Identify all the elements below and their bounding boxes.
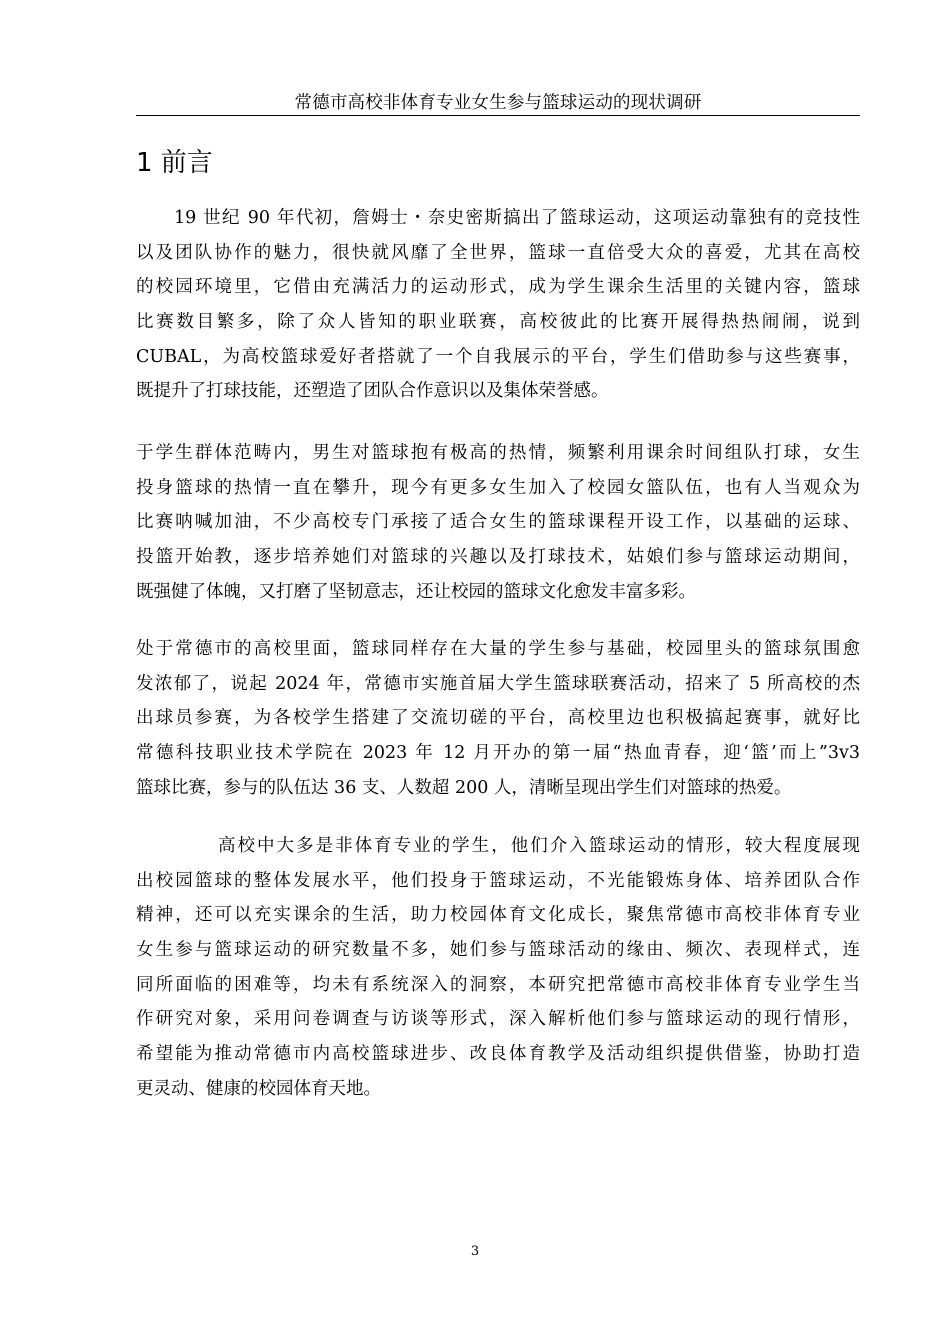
paragraph-line: 篮球比赛，参与的队伍达 36 支、人数超 200 人，清晰呈现出学生们对篮球的热爱。	[136, 777, 792, 798]
paragraph-line: 希望能为推动常德市内高校篮球进步、改良体育教学及活动组织提供借鉴，协助打造	[136, 1044, 860, 1065]
paragraph-line: 出球员参赛，为各校学生搭建了交流切磋的平台，高校里边也积极搞起赛事，就好比	[136, 708, 860, 729]
paragraph-line: 高校中大多是非体育专业的学生，他们介入篮球运动的情形，较大程度展现	[218, 836, 860, 856]
paragraph-line: 比赛数目繁多，除了众人皆知的职业联赛，高校彼此的比赛开展得热热闹闹，说到	[136, 312, 860, 333]
paragraph-2	[136, 436, 860, 609]
section-heading: 1 前言	[136, 148, 213, 178]
paragraph-line: CUBAL，为高校篮球爱好者搭就了一个自我展示的平台，学生们借助参与这些赛事，	[136, 346, 860, 367]
paragraph-line: 投身篮球的热情一直在攀升，现今有更多女生加入了校园女篮队伍，也有人当观众为	[136, 477, 860, 498]
running-header-title: 常德市高校非体育专业女生参与篮球运动的现状调研	[294, 93, 702, 113]
paragraph-line: 发浓郁了，说起 2024 年，常德市实施首届大学生篮球联赛活动，招来了 5 所高校的杰	[136, 673, 860, 694]
paragraph-line: 的校园环境里，它借由充满活力的运动形式，成为学生课余生活里的关键内容，篮球	[136, 277, 860, 298]
paragraph-line: 于学生群体范畴内，男生对篮球抱有极高的热情，频繁利用课余时间组队打球，女生	[136, 443, 860, 463]
paragraph-line: 既强健了体魄，又打磨了坚韧意志，还让校园的篮球文化愈发丰富多彩。	[136, 581, 696, 602]
paragraph-1	[136, 201, 860, 409]
paragraph-line: 以及团队协作的魅力，很快就风靡了全世界，篮球一直倍受大众的喜爱，尤其在高校	[136, 242, 860, 263]
paragraph-line: 比赛呐喊加油，不少高校专门承接了适合女生的篮球课程开设工作，以基础的运球、	[136, 512, 860, 533]
paragraph-line: 同所面临的困难等，均未有系统深入的洞察，本研究把常德市高校非体育专业学生当	[136, 974, 860, 995]
header-rule	[136, 115, 860, 116]
page-number: 3	[470, 1244, 480, 1259]
paragraph-line: 既提升了打球技能，还塑造了团队合作意识以及集体荣誉感。	[136, 381, 609, 402]
paragraph-line: 处于常德市的高校里面，篮球同样存在大量的学生参与基础，校园里头的篮球氛围愈	[136, 639, 860, 659]
paragraph-line: 精神，还可以充实课余的生活，助力校园体育文化成长，聚焦常德市高校非体育专业	[136, 905, 860, 926]
paragraph-line: 更灵动、健康的校园体育天地。	[136, 1078, 381, 1099]
paragraph-4	[136, 829, 860, 1107]
paragraph-line: 19 世纪 90 年代初，詹姆士・奈史密斯搞出了篮球运动，这项运动靠独有的竞技性	[174, 208, 860, 228]
paragraph-line: 女生参与篮球运动的研究数量不多，她们参与篮球活动的缘由、频次、表现样式，连	[136, 940, 860, 961]
paragraph-line: 投篮开始教，逐步培养她们对篮球的兴趣以及打球技术，姑娘们参与篮球运动期间，	[136, 547, 860, 568]
paragraph-line: 作研究对象，采用问卷调查与访谈等形式，深入解析他们参与篮球运动的现行情形，	[136, 1009, 860, 1030]
paragraph-3	[136, 632, 860, 805]
paragraph-line: 常德科技职业技术学院在 2023 年 12 月开办的第一届“热血青春，迎‘篮’而上”3v3	[136, 743, 860, 764]
paragraph-line: 出校园篮球的整体发展水平，他们投身于篮球运动，不光能锻炼身体、培养团队合作	[136, 870, 860, 891]
